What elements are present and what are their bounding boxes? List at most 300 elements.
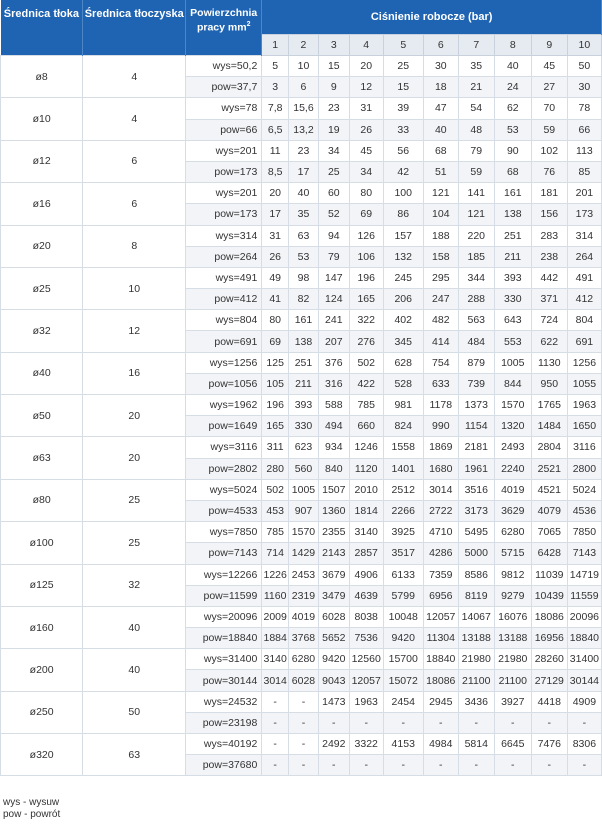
retract-force-cell: 316 (318, 373, 349, 394)
retract-force-cell: - (531, 712, 567, 733)
retract-force-cell: 345 (383, 331, 423, 352)
retract-force-cell: - (349, 712, 383, 733)
retract-force-cell: 2800 (567, 458, 601, 479)
extend-force-cell: 16076 (494, 606, 531, 627)
retract-area-cell: pow=2802 (186, 458, 262, 479)
retract-force-cell: - (567, 712, 601, 733)
extend-force-cell: 1765 (531, 395, 567, 416)
extend-area-cell: wys=78 (186, 98, 262, 119)
retract-force-cell: 6428 (531, 543, 567, 564)
retract-force-cell: 1154 (458, 416, 494, 437)
extend-force-cell: 785 (262, 522, 289, 543)
piston-diameter-cell: ø320 (1, 734, 83, 776)
retract-force-cell: 739 (458, 373, 494, 394)
retract-force-cell: 950 (531, 373, 567, 394)
extend-force-cell: 6280 (494, 522, 531, 543)
retract-force-cell: - (318, 712, 349, 733)
retract-force-cell: 5000 (458, 543, 494, 564)
extend-force-cell: 11 (262, 140, 289, 161)
extend-force-cell: 20 (349, 56, 383, 77)
piston-diameter-cell: ø16 (1, 183, 83, 225)
extend-force-cell: 4906 (349, 564, 383, 585)
retract-force-cell: 138 (289, 331, 319, 352)
extend-force-cell: 3014 (423, 479, 458, 500)
retract-force-cell: 494 (318, 416, 349, 437)
rod-diameter-cell: 10 (83, 267, 186, 309)
retract-force-cell: 12 (349, 77, 383, 98)
retract-force-cell: 330 (289, 416, 319, 437)
retract-force-cell: 5799 (383, 585, 423, 606)
table-row (1, 649, 602, 670)
extend-force-cell: 1178 (423, 395, 458, 416)
retract-area-cell: pow=30144 (186, 670, 262, 691)
retract-force-cell: 104 (423, 204, 458, 225)
rod-diameter-cell: 32 (83, 564, 186, 606)
pressure-header-cell: 1 (262, 35, 289, 56)
retract-force-cell: 11559 (567, 585, 601, 606)
retract-force-cell: 288 (458, 289, 494, 310)
retract-force-cell: 211 (494, 246, 531, 267)
retract-force-cell: 1320 (494, 416, 531, 437)
retract-area-cell: pow=691 (186, 331, 262, 352)
extend-force-cell: 3436 (458, 691, 494, 712)
extend-force-cell: 4019 (289, 606, 319, 627)
extend-force-cell: 56 (383, 140, 423, 161)
retract-area-cell: pow=173 (186, 161, 262, 182)
extend-force-cell: 623 (289, 437, 319, 458)
retract-area-cell: pow=1056 (186, 373, 262, 394)
extend-force-cell: 643 (494, 310, 531, 331)
retract-force-cell: 412 (567, 289, 601, 310)
extend-force-cell: 5 (262, 56, 289, 77)
extend-force-cell: 181 (531, 183, 567, 204)
retract-force-cell: 9420 (383, 628, 423, 649)
retract-force-cell: - (567, 755, 601, 776)
retract-force-cell: 173 (567, 204, 601, 225)
retract-force-cell: 484 (458, 331, 494, 352)
extend-force-cell: 2355 (318, 522, 349, 543)
retract-force-cell: 11304 (423, 628, 458, 649)
retract-force-cell: 79 (318, 246, 349, 267)
retract-force-cell: 121 (458, 204, 494, 225)
extend-force-cell: 4418 (531, 691, 567, 712)
extend-force-cell: 724 (531, 310, 567, 331)
extend-force-cell: 23 (318, 98, 349, 119)
piston-diameter-cell: ø10 (1, 98, 83, 140)
retract-force-cell: 27129 (531, 670, 567, 691)
rod-diameter-cell: 4 (83, 56, 186, 98)
retract-force-cell: 68 (494, 161, 531, 182)
retract-force-cell: 185 (458, 246, 494, 267)
retract-force-cell: 206 (383, 289, 423, 310)
retract-area-cell: pow=1649 (186, 416, 262, 437)
rod-diameter-cell: 8 (83, 225, 186, 267)
table-row (1, 56, 602, 77)
extend-force-cell: - (289, 734, 319, 755)
table-row (1, 267, 602, 288)
piston-diameter-cell: ø80 (1, 479, 83, 521)
retract-force-cell: - (383, 755, 423, 776)
extend-force-cell: 9812 (494, 564, 531, 585)
extend-force-cell: 4153 (383, 734, 423, 755)
extend-area-cell: wys=3116 (186, 437, 262, 458)
extend-force-cell: 1130 (531, 352, 567, 373)
retract-force-cell: 264 (567, 246, 601, 267)
retract-force-cell: 25 (318, 161, 349, 182)
legend-wys: wys - wysuw (3, 797, 60, 808)
extend-force-cell: 161 (289, 310, 319, 331)
retract-force-cell: 1884 (262, 628, 289, 649)
retract-force-cell: 165 (349, 289, 383, 310)
retract-force-cell: - (349, 755, 383, 776)
retract-force-cell: 69 (349, 204, 383, 225)
rod-diameter-cell: 63 (83, 734, 186, 776)
retract-force-cell: 280 (262, 458, 289, 479)
header-rod-diameter: Średnica tłoczyska (83, 0, 186, 56)
piston-diameter-cell: ø40 (1, 352, 83, 394)
extend-force-cell: 45 (531, 56, 567, 77)
extend-force-cell: 80 (262, 310, 289, 331)
extend-force-cell: 3140 (349, 522, 383, 543)
extend-force-cell: - (262, 691, 289, 712)
retract-force-cell: 53 (289, 246, 319, 267)
extend-force-cell: 1570 (289, 522, 319, 543)
retract-force-cell: 3173 (458, 500, 494, 521)
piston-diameter-cell: ø200 (1, 649, 83, 691)
extend-area-cell: wys=20096 (186, 606, 262, 627)
extend-force-cell: 15,6 (289, 98, 319, 119)
extend-force-cell: 40 (289, 183, 319, 204)
retract-area-cell: pow=18840 (186, 628, 262, 649)
rod-diameter-cell: 25 (83, 479, 186, 521)
retract-force-cell: 8119 (458, 585, 494, 606)
retract-force-cell: 211 (289, 373, 319, 394)
rod-diameter-cell: 4 (83, 98, 186, 140)
retract-force-cell: 1961 (458, 458, 494, 479)
extend-force-cell: 1373 (458, 395, 494, 416)
extend-force-cell: 2454 (383, 691, 423, 712)
retract-force-cell: 106 (349, 246, 383, 267)
retract-force-cell: 247 (423, 289, 458, 310)
rod-diameter-cell: 40 (83, 649, 186, 691)
retract-force-cell: 2266 (383, 500, 423, 521)
retract-area-cell: pow=23198 (186, 712, 262, 733)
extend-area-cell: wys=804 (186, 310, 262, 331)
extend-force-cell: 70 (531, 98, 567, 119)
rod-diameter-cell: 25 (83, 522, 186, 564)
extend-force-cell: 5495 (458, 522, 494, 543)
header-working-area-line2: pracy mm (196, 21, 247, 34)
retract-force-cell: 4079 (531, 500, 567, 521)
extend-force-cell: 2010 (349, 479, 383, 500)
extend-area-cell: wys=491 (186, 267, 262, 288)
retract-force-cell: 27 (531, 77, 567, 98)
extend-force-cell: 7065 (531, 522, 567, 543)
extend-force-cell: 2804 (531, 437, 567, 458)
extend-force-cell: 502 (349, 352, 383, 373)
retract-force-cell: 26 (262, 246, 289, 267)
retract-area-cell: pow=412 (186, 289, 262, 310)
rod-diameter-cell: 12 (83, 310, 186, 352)
retract-force-cell: 19 (318, 119, 349, 140)
extend-force-cell: - (289, 691, 319, 712)
retract-force-cell: 2521 (531, 458, 567, 479)
extend-force-cell: 63 (289, 225, 319, 246)
retract-force-cell: 13188 (494, 628, 531, 649)
extend-force-cell: 4521 (531, 479, 567, 500)
retract-force-cell: 41 (262, 289, 289, 310)
extend-force-cell: 283 (531, 225, 567, 246)
retract-force-cell: 330 (494, 289, 531, 310)
extend-force-cell: 25 (383, 56, 423, 77)
extend-force-cell: 6280 (289, 649, 319, 670)
retract-area-cell: pow=7143 (186, 543, 262, 564)
extend-force-cell: 9420 (318, 649, 349, 670)
extend-force-cell: 245 (383, 267, 423, 288)
retract-force-cell: 24 (494, 77, 531, 98)
retract-force-cell: 15 (383, 77, 423, 98)
retract-force-cell: 238 (531, 246, 567, 267)
retract-force-cell: 5652 (318, 628, 349, 649)
extend-force-cell: 1005 (289, 479, 319, 500)
extend-force-cell: 31 (349, 98, 383, 119)
retract-area-cell: pow=66 (186, 119, 262, 140)
extend-force-cell: 588 (318, 395, 349, 416)
extend-area-cell: wys=12266 (186, 564, 262, 585)
table-row (1, 606, 602, 627)
extend-force-cell: 201 (567, 183, 601, 204)
piston-diameter-cell: ø8 (1, 56, 83, 98)
extend-force-cell: 7476 (531, 734, 567, 755)
extend-force-cell: 20096 (567, 606, 601, 627)
extend-force-cell: 18086 (531, 606, 567, 627)
retract-force-cell: 18840 (567, 628, 601, 649)
extend-area-cell: wys=24532 (186, 691, 262, 712)
extend-force-cell: 12057 (423, 606, 458, 627)
table-row (1, 734, 602, 755)
extend-force-cell: 6645 (494, 734, 531, 755)
rod-diameter-cell: 40 (83, 606, 186, 648)
extend-force-cell: 100 (383, 183, 423, 204)
rod-diameter-cell: 50 (83, 691, 186, 733)
retract-force-cell: 3479 (318, 585, 349, 606)
retract-force-cell: 1484 (531, 416, 567, 437)
retract-force-cell: 69 (262, 331, 289, 352)
extend-force-cell: 15700 (383, 649, 423, 670)
extend-force-cell: 4019 (494, 479, 531, 500)
extend-force-cell: 628 (383, 352, 423, 373)
retract-force-cell: 17 (262, 204, 289, 225)
table-row (1, 98, 602, 119)
extend-force-cell: 125 (262, 352, 289, 373)
extend-force-cell: 157 (383, 225, 423, 246)
extend-force-cell: 35 (458, 56, 494, 77)
table-row (1, 352, 602, 373)
retract-force-cell: 553 (494, 331, 531, 352)
retract-force-cell: 21 (458, 77, 494, 98)
retract-force-cell: 422 (349, 373, 383, 394)
legend (3, 797, 60, 821)
extend-force-cell: 1869 (423, 437, 458, 458)
retract-force-cell: - (423, 712, 458, 733)
extend-force-cell: 220 (458, 225, 494, 246)
extend-force-cell: 188 (423, 225, 458, 246)
table-row (1, 479, 602, 500)
extend-force-cell: 5814 (458, 734, 494, 755)
retract-force-cell: 86 (383, 204, 423, 225)
retract-force-cell: 76 (531, 161, 567, 182)
retract-area-cell: pow=37680 (186, 755, 262, 776)
extend-force-cell: 14067 (458, 606, 494, 627)
retract-area-cell: pow=11599 (186, 585, 262, 606)
extend-force-cell: 12560 (349, 649, 383, 670)
extend-force-cell: 3140 (262, 649, 289, 670)
extend-force-cell: 2181 (458, 437, 494, 458)
extend-area-cell: wys=50,2 (186, 56, 262, 77)
extend-force-cell: 45 (349, 140, 383, 161)
retract-force-cell: 528 (383, 373, 423, 394)
retract-force-cell: 8,5 (262, 161, 289, 182)
header-piston-diameter: Średnica tłoka (1, 0, 83, 56)
retract-force-cell: 1360 (318, 500, 349, 521)
retract-force-cell: 34 (349, 161, 383, 182)
extend-force-cell: 314 (567, 225, 601, 246)
extend-force-cell: 344 (458, 267, 494, 288)
extend-force-cell: 34 (318, 140, 349, 161)
retract-force-cell: - (262, 755, 289, 776)
piston-diameter-cell: ø160 (1, 606, 83, 648)
retract-force-cell: 40 (423, 119, 458, 140)
retract-force-cell: 1055 (567, 373, 601, 394)
extend-force-cell: 126 (349, 225, 383, 246)
table-row (1, 225, 602, 246)
piston-diameter-cell: ø125 (1, 564, 83, 606)
header-working-area-line1: Powierzchnia (190, 7, 258, 19)
rod-diameter-cell: 20 (83, 395, 186, 437)
extend-force-cell: 4909 (567, 691, 601, 712)
pressure-header-cell: 5 (383, 35, 423, 56)
retract-force-cell: 13,2 (289, 119, 319, 140)
table-row (1, 691, 602, 712)
retract-force-cell: 6 (289, 77, 319, 98)
retract-force-cell: - (289, 755, 319, 776)
extend-force-cell: 7,8 (262, 98, 289, 119)
retract-force-cell: 1120 (349, 458, 383, 479)
extend-force-cell: 393 (289, 395, 319, 416)
extend-force-cell: 90 (494, 140, 531, 161)
extend-force-cell: 322 (349, 310, 383, 331)
retract-force-cell: 53 (494, 119, 531, 140)
extend-force-cell: 49 (262, 267, 289, 288)
retract-force-cell: 59 (458, 161, 494, 182)
extend-force-cell: 295 (423, 267, 458, 288)
extend-force-cell: 804 (567, 310, 601, 331)
extend-force-cell: 102 (531, 140, 567, 161)
extend-area-cell: wys=201 (186, 140, 262, 161)
extend-force-cell: 21980 (494, 649, 531, 670)
retract-force-cell: 990 (423, 416, 458, 437)
extend-force-cell: 8586 (458, 564, 494, 585)
header-working-pressure: Ciśnienie robocze (bar) (262, 0, 602, 35)
extend-force-cell: 31400 (567, 649, 601, 670)
retract-force-cell: 1160 (262, 585, 289, 606)
retract-force-cell: 414 (423, 331, 458, 352)
retract-force-cell: 85 (567, 161, 601, 182)
extend-force-cell: - (262, 734, 289, 755)
extend-force-cell: 54 (458, 98, 494, 119)
extend-force-cell: 785 (349, 395, 383, 416)
retract-force-cell: 82 (289, 289, 319, 310)
extend-force-cell: 3516 (458, 479, 494, 500)
retract-force-cell: 907 (289, 500, 319, 521)
retract-force-cell: 13188 (458, 628, 494, 649)
extend-force-cell: 563 (458, 310, 494, 331)
extend-force-cell: 1963 (567, 395, 601, 416)
extend-force-cell: 47 (423, 98, 458, 119)
retract-force-cell: 633 (423, 373, 458, 394)
pressure-header-cell: 6 (423, 35, 458, 56)
extend-force-cell: 40 (494, 56, 531, 77)
extend-force-cell: 491 (567, 267, 601, 288)
extend-force-cell: 3927 (494, 691, 531, 712)
extend-force-cell: 62 (494, 98, 531, 119)
rod-diameter-cell: 6 (83, 140, 186, 182)
extend-force-cell: 1963 (349, 691, 383, 712)
retract-force-cell: 6956 (423, 585, 458, 606)
extend-force-cell: 2512 (383, 479, 423, 500)
extend-force-cell: 141 (458, 183, 494, 204)
extend-force-cell: 50 (567, 56, 601, 77)
retract-force-cell: - (531, 755, 567, 776)
retract-force-cell: 1680 (423, 458, 458, 479)
extend-force-cell: 2009 (262, 606, 289, 627)
retract-force-cell: 21100 (458, 670, 494, 691)
extend-force-cell: 6028 (318, 606, 349, 627)
retract-force-cell: 10439 (531, 585, 567, 606)
piston-diameter-cell: ø63 (1, 437, 83, 479)
extend-force-cell: 113 (567, 140, 601, 161)
pressure-header-cell: 4 (349, 35, 383, 56)
extend-force-cell: 80 (349, 183, 383, 204)
retract-force-cell: 124 (318, 289, 349, 310)
extend-force-cell: 68 (423, 140, 458, 161)
retract-force-cell: 6,5 (262, 119, 289, 140)
extend-force-cell: 3925 (383, 522, 423, 543)
extend-force-cell: 20 (262, 183, 289, 204)
extend-area-cell: wys=1256 (186, 352, 262, 373)
retract-force-cell: 7536 (349, 628, 383, 649)
retract-force-cell: 48 (458, 119, 494, 140)
retract-force-cell: 840 (318, 458, 349, 479)
header-working-area-exponent: 2 (246, 21, 251, 28)
extend-force-cell: 1226 (262, 564, 289, 585)
extend-force-cell: 251 (289, 352, 319, 373)
retract-force-cell: 132 (383, 246, 423, 267)
rod-diameter-cell: 16 (83, 352, 186, 394)
retract-force-cell: - (262, 712, 289, 733)
extend-force-cell: 442 (531, 267, 567, 288)
table-row (1, 564, 602, 585)
retract-force-cell: - (458, 712, 494, 733)
retract-force-cell: 560 (289, 458, 319, 479)
pressure-header-cell: 7 (458, 35, 494, 56)
extend-force-cell: 21980 (458, 649, 494, 670)
table-row (1, 395, 602, 416)
extend-force-cell: 3116 (567, 437, 601, 458)
retract-force-cell: 138 (494, 204, 531, 225)
retract-force-cell: 35 (289, 204, 319, 225)
extend-area-cell: wys=31400 (186, 649, 262, 670)
